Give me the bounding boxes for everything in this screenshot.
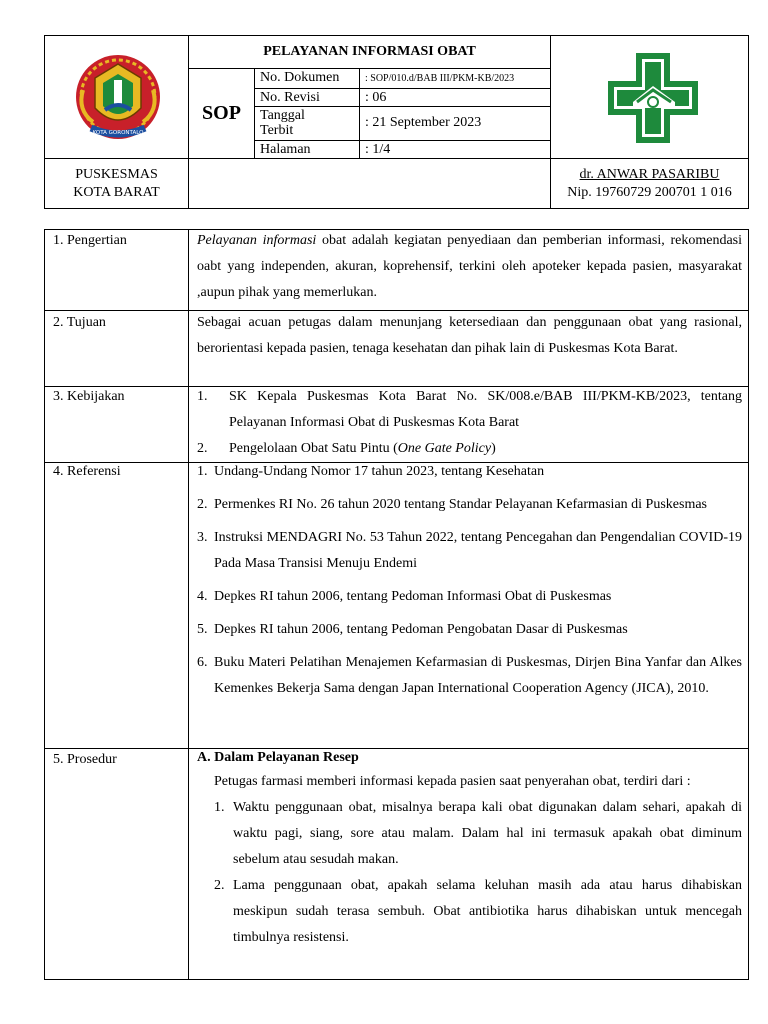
- meta-value-dokumen: : SOP/010.d/BAB III/PKM-KB/2023: [365, 73, 515, 84]
- list-item: 1. Waktu penggunaan obat, misalnya berapa kali obat digunakan dalam sehari, apakah di waktu pagi, siang, sore atau malam. Dalam hal ini termasuk apakah obat diminum sebelum atau sesudah makan.: [214, 800, 742, 867]
- prosedur-content: [197, 747, 742, 951]
- signer-block: [551, 160, 748, 208]
- label-tujuan: 2. Tujuan: [53, 315, 106, 330]
- list-item: 4. Depkes RI tahun 2006, tentang Pedoman Informasi Obat di Puskesmas: [197, 589, 612, 604]
- signer-nip: Nip. 19760729 200701 1 016: [567, 185, 732, 200]
- org-line-2: KOTA BARAT: [73, 185, 160, 200]
- kebijakan-item: 1. SK Kepala Puskesmas Kota Barat No. SK/008.e/BAB III/PKM-KB/2023, tentang Pelayanan Informasi Obat di Puskesmas Kota Barat: [197, 384, 742, 436]
- puskesmas-logo: [605, 50, 701, 146]
- meta-value-revisi: : 06: [365, 90, 387, 105]
- list-item: 2. Permenkes RI No. 26 tahun 2020 tentang Standar Pelayanan Kefarmasian di Puskesmas: [197, 497, 708, 512]
- sop-content-table: [44, 229, 749, 980]
- list-item: 3. Instruksi MENDAGRI No. 53 Tahun 2022, tentang Pencegahan dan Pengendalian COVID-19 Pada Masa Transisi Menuju Endemi: [197, 530, 742, 571]
- list-item: 5. Depkes RI tahun 2006, tentang Pedoman Pengobatan Dasar di Puskesmas: [197, 622, 628, 637]
- meta-label-dokumen: No. Dokumen: [260, 70, 340, 85]
- pengertian-italic: Pelayanan informasi: [197, 233, 317, 248]
- kota-gorontalo-logo: [73, 50, 163, 144]
- label-kebijakan: 3. Kebijakan: [53, 389, 125, 404]
- label-referensi: 4. Referensi: [53, 464, 121, 479]
- pengertian-text: [197, 228, 742, 306]
- org-line-1: PUSKESMAS: [75, 167, 158, 182]
- kebijakan-item: 2. Pengelolaan Obat Satu Pintu (One Gate Policy): [197, 436, 742, 462]
- document-header: [44, 35, 749, 209]
- tujuan-text: Sebagai acuan petugas dalam menunjang ketersediaan dan penggunaan obat yang rasional, berorientasi kepada pasien, tenaga kesehatan dan pihak lain di Puskesmas Kota Barat.: [197, 315, 742, 356]
- label-prosedur: 5. Prosedur: [53, 752, 117, 767]
- signer-name: dr. ANWAR PASARIBU: [579, 167, 720, 182]
- prosedur-intro: Petugas farmasi memberi informasi kepada pasien saat penyerahan obat, terdiri dari :: [214, 774, 691, 789]
- list-item: 2. Lama penggunaan obat, apakah selama keluhan masih ada atau harus dihabiskan meskipun sudah terasa sembuh. Obat antibiotika harus dihabiskan untuk mencegah timbulnya resistensi.: [214, 878, 742, 945]
- kebijakan-item-2: Pengelolaan Obat Satu Pintu (One Gate Policy): [229, 441, 496, 456]
- meta-label-tanggal: Tanggal Terbit: [260, 108, 305, 138]
- pengertian-body: obat adalah kegiatan penyediaan dan pemberian informasi, rekomendasi oabt yang independen, akuran, koprehensif, terkini oleh apoteker kepada pasien, masyarakat ,aupun pihak yang memerlukan.: [197, 233, 742, 300]
- meta-label-revisi: No. Revisi: [260, 90, 320, 105]
- logo-lettering: KOTA GORONTALO: [92, 130, 144, 136]
- meta-label-halaman: Halaman: [260, 142, 311, 157]
- document-title: PELAYANAN INFORMASI OBAT: [263, 44, 476, 59]
- sop-label: SOP: [202, 102, 241, 124]
- prosedur-heading: A. Dalam Pelayanan Resep: [197, 750, 359, 765]
- referensi-list: [197, 459, 742, 702]
- meta-value-tanggal: : 21 September 2023: [365, 115, 482, 130]
- meta-value-halaman: : 1/4: [365, 142, 391, 157]
- kebijakan-list: [197, 384, 742, 462]
- kebijakan-item-1: SK Kepala Puskesmas Kota Barat No. SK/008.e/BAB III/PKM-KB/2023, tentang Pelayanan Informasi Obat di Puskesmas Kota Barat: [229, 389, 742, 430]
- organization-name: [45, 160, 188, 208]
- list-item: 6. Buku Materi Pelatihan Menajemen Kefarmasian di Puskesmas, Dirjen Bina Yanfar dan Alkes Kemenkes Bekerja Sama dengan Japan International Cooperation Agency (JICA), 2010.: [197, 655, 742, 696]
- list-item: 1. Undang-Undang Nomor 17 tahun 2023, tentang Kesehatan: [197, 464, 545, 479]
- label-pengertian: 1. Pengertian: [53, 233, 127, 248]
